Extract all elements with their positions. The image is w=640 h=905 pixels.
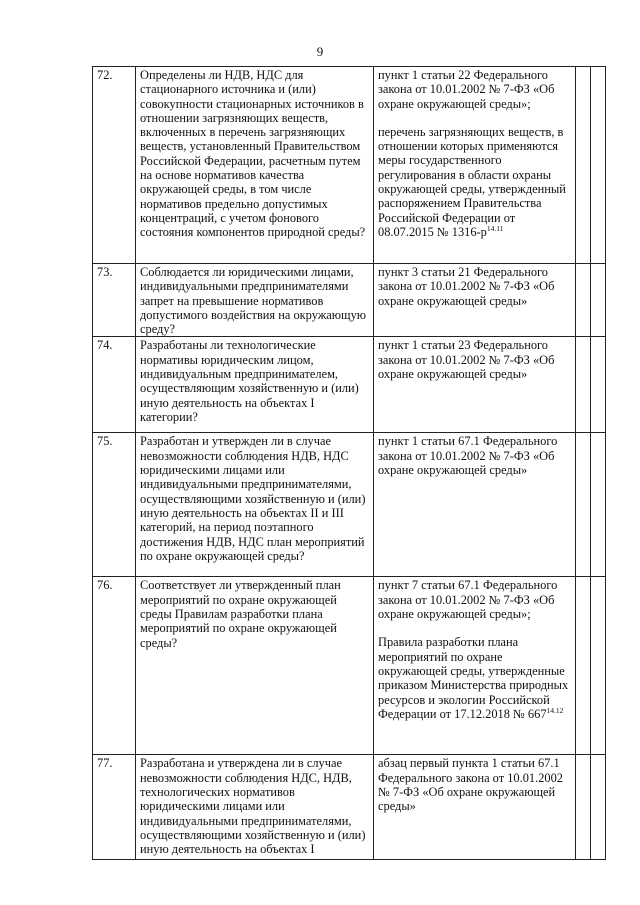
table-row	[93, 755, 606, 860]
answer-cell	[576, 577, 591, 755]
page-number: 9	[316, 44, 324, 59]
row-number: 77.	[93, 755, 136, 860]
requirement-question: Соответствует ли утвержденный план мероприятий по охране окружающей среды Правилам разработки плана мероприятий по охране окружающей среды?	[136, 577, 374, 755]
requirement-question: Разработаны ли технологические нормативы юридическим лицом, индивидуальным предпринимателем, осуществляющим хозяйственную и (или) иную деятельность на объектах I категории?	[136, 337, 374, 433]
row-number: 72.	[93, 67, 136, 264]
answer-cell	[576, 67, 591, 264]
requirement-question: Определены ли НДВ, НДС для стационарного источника и (или) совокупности стационарных источников в отношении загрязняющих веществ, включенных в перечень загрязняющих веществ, установленный Правительством Российской Федерации, расчетным путем на основе нормативов качества окружающей среды, в том числе нормативов предельно допустимых концентраций, с учетом фонового состояния компонентов природной среды?	[136, 67, 374, 264]
note-cell	[591, 577, 606, 755]
note-cell	[591, 433, 606, 577]
table-row	[93, 67, 606, 264]
answer-cell	[576, 433, 591, 577]
answer-cell	[576, 264, 591, 337]
reference-body: Правила разработки плана мероприятий по охране окружающей среды, утвержденные приказом Министерства природных ресурсов и экологии Российской Федерации от 17.12.2018 № 667	[378, 635, 569, 721]
requirement-question: Разработан и утвержден ли в случае невозможности соблюдения НДВ, НДС юридическими лицами или индивидуальными предпринимателями, осуществляющими хозяйственную и (или) иную деятельность на объектах II и III категорий, на период поэтапного достижения НДВ, НДС план мероприятий по охране окружающей среды?	[136, 433, 374, 577]
reference-text	[378, 125, 571, 239]
table-row	[93, 337, 606, 433]
reference-text: пункт 1 статьи 23 Федерального закона от 10.01.2002 № 7-ФЗ «Об охране окружающей среды»	[378, 338, 555, 382]
row-number: 75.	[93, 433, 136, 577]
footnote-marker: 14.11	[486, 223, 504, 233]
requirement-question: Разработана и утверждена ли в случае невозможности соблюдения НДС, НДВ, технологических нормативов юридическими лицами или индивидуальными предпринимателями, осуществляющими хозяйственную и (или) иную деятельность на объектах I	[136, 755, 374, 860]
row-number: 74.	[93, 337, 136, 433]
reference-text	[378, 635, 571, 721]
legal-reference	[374, 337, 576, 433]
legal-reference	[374, 577, 576, 755]
row-number: 76.	[93, 577, 136, 755]
answer-cell	[576, 755, 591, 860]
legal-reference	[374, 67, 576, 264]
reference-text: пункт 1 статьи 22 Федерального закона от 10.01.2002 № 7-ФЗ «Об охране окружающей среды»;	[378, 68, 555, 111]
table-row	[93, 264, 606, 337]
requirement-question: Соблюдается ли юридическими лицами, индивидуальными предпринимателями запрет на превышение нормативов допустимого воздействия на окружающую среду?	[136, 264, 374, 337]
note-cell	[591, 67, 606, 264]
note-cell	[591, 337, 606, 433]
answer-cell	[576, 337, 591, 433]
reference-text: абзац первый пункта 1 статьи 67.1 Федерального закона от 10.01.2002 № 7-ФЗ «Об охране окружающей среды»	[378, 756, 563, 814]
legal-reference	[374, 264, 576, 337]
note-cell	[591, 755, 606, 860]
reference-text: пункт 3 статьи 21 Федерального закона от 10.01.2002 № 7-ФЗ «Об охране окружающей среды»	[378, 265, 555, 308]
reference-text: пункт 1 статьи 67.1 Федерального закона от 10.01.2002 № 7-ФЗ «Об охране окружающей среды»	[378, 434, 558, 478]
note-cell	[591, 264, 606, 337]
legal-reference	[374, 433, 576, 577]
footnote-marker: 14.12	[546, 705, 564, 715]
legal-reference	[374, 755, 576, 860]
checklist-table	[92, 66, 606, 860]
reference-body: перечень загрязняющих веществ, в отношении которых применяются меры государственного регулирования в области охраны окружающей среды, утвержденный распоряжением Правительства Российской Федерации от 08.07.2015 № 1316-р	[378, 124, 566, 239]
table-row	[93, 577, 606, 755]
table-row	[93, 433, 606, 577]
row-number: 73.	[93, 264, 136, 337]
reference-text: пункт 7 статьи 67.1 Федерального закона от 10.01.2002 № 7-ФЗ «Об охране окружающей среды»;	[378, 578, 558, 622]
